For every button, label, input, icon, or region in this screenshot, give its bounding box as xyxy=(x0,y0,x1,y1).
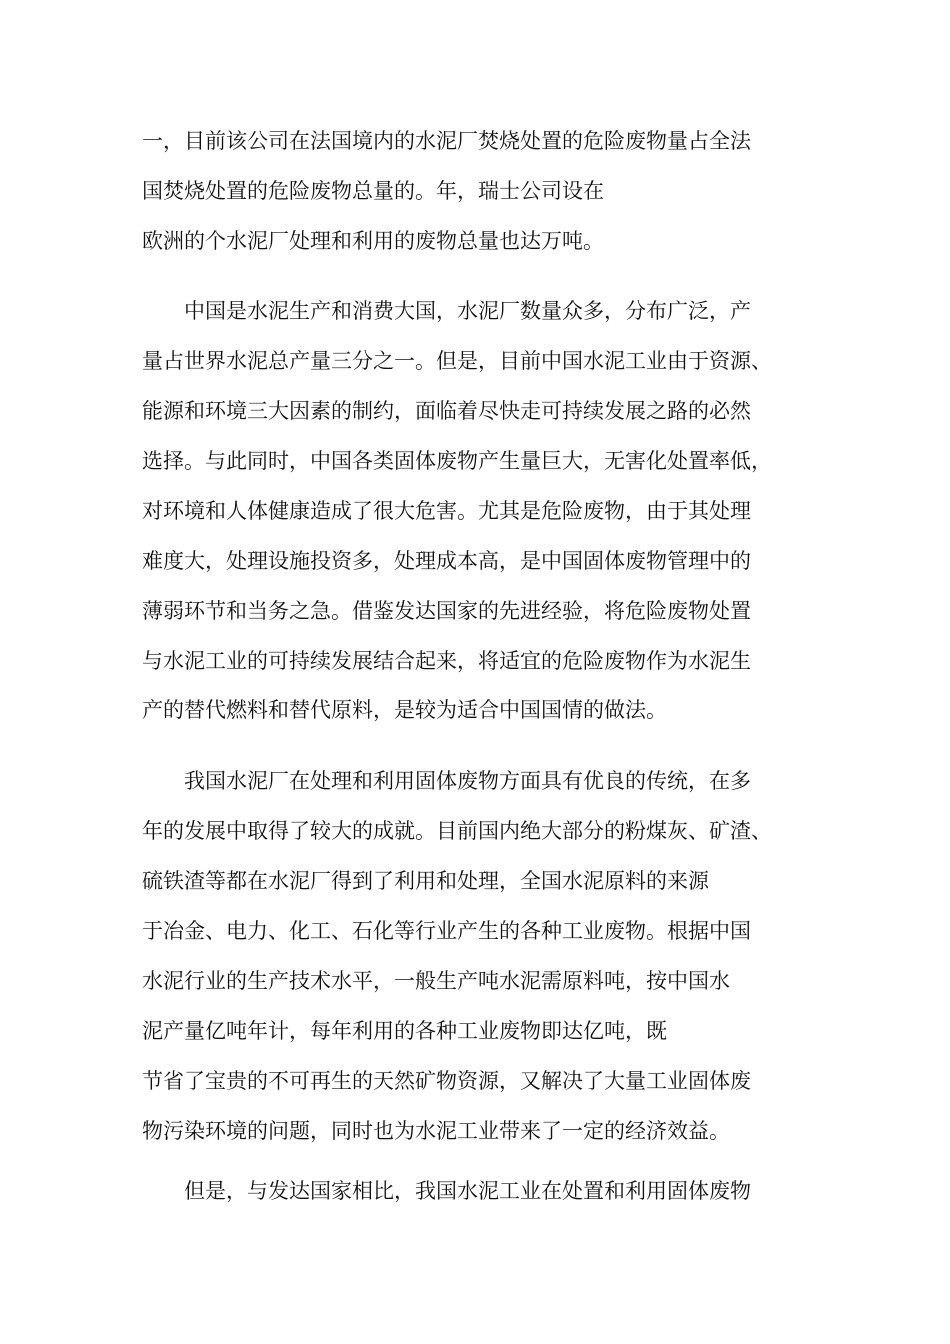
text-line: 硫铁渣等都在水泥厂得到了利用和处理，全国水泥原料的来源 xyxy=(142,869,709,893)
text-line: 选择。与此同时，中国各类固体废物产生量巨大，无害化处置率低， xyxy=(142,449,772,473)
text-line: 产的替代燃料和替代原料，是较为适合中国国情的做法。 xyxy=(142,698,667,722)
text-line: 薄弱环节和当务之急。借鉴发达国家的先进经验，将危险废物处置 xyxy=(142,599,751,623)
text-line: 能源和环境三大因素的制约，面临着尽快走可持续发展之路的必然 xyxy=(142,399,751,423)
text-line: 年的发展中取得了较大的成就。目前国内绝大部分的粉煤灰、矿渣、 xyxy=(142,819,772,843)
text-line: 于冶金、电力、化工、石化等行业产生的各种工业废物。根据中国 xyxy=(142,919,751,943)
text-line: 但是，与发达国家相比，我国水泥工业在处置和利用固体废物 xyxy=(142,1179,751,1203)
text-line: 中国是水泥生产和消费大国，水泥厂数量众多，分布广泛，产 xyxy=(142,299,751,323)
text-line: 我国水泥厂在处理和利用固体废物方面具有优良的传统，在多 xyxy=(142,769,751,793)
text-line: 与水泥工业的可持续发展结合起来，将适宜的危险废物作为水泥生 xyxy=(142,649,751,673)
text-line: 节省了宝贵的不可再生的天然矿物资源，又解决了大量工业固体废 xyxy=(142,1069,751,1093)
text-line: 欧洲的个水泥厂处理和利用的废物总量也达万吨。 xyxy=(142,229,604,253)
text-line: 对环境和人体健康造成了很大危害。尤其是危险废物，由于其处理 xyxy=(142,499,751,523)
text-line: 物污染环境的问题，同时也为水泥工业带来了一定的经济效益。 xyxy=(142,1119,730,1143)
text-line: 一，目前该公司在法国境内的水泥厂焚烧处置的危险废物量占全法 xyxy=(142,129,751,153)
text-line: 国焚烧处置的危险废物总量的。年，瑞士公司设在 xyxy=(142,179,604,203)
text-line: 水泥行业的生产技术水平，一般生产吨水泥需原料吨，按中国水 xyxy=(142,969,730,993)
text-line: 难度大，处理设施投资多，处理成本高，是中国固体废物管理中的 xyxy=(142,549,751,573)
text-line: 量占世界水泥总产量三分之一。但是，目前中国水泥工业由于资源、 xyxy=(142,349,772,373)
text-line: 泥产量亿吨年计，每年利用的各种工业废物即达亿吨，既 xyxy=(142,1019,667,1043)
